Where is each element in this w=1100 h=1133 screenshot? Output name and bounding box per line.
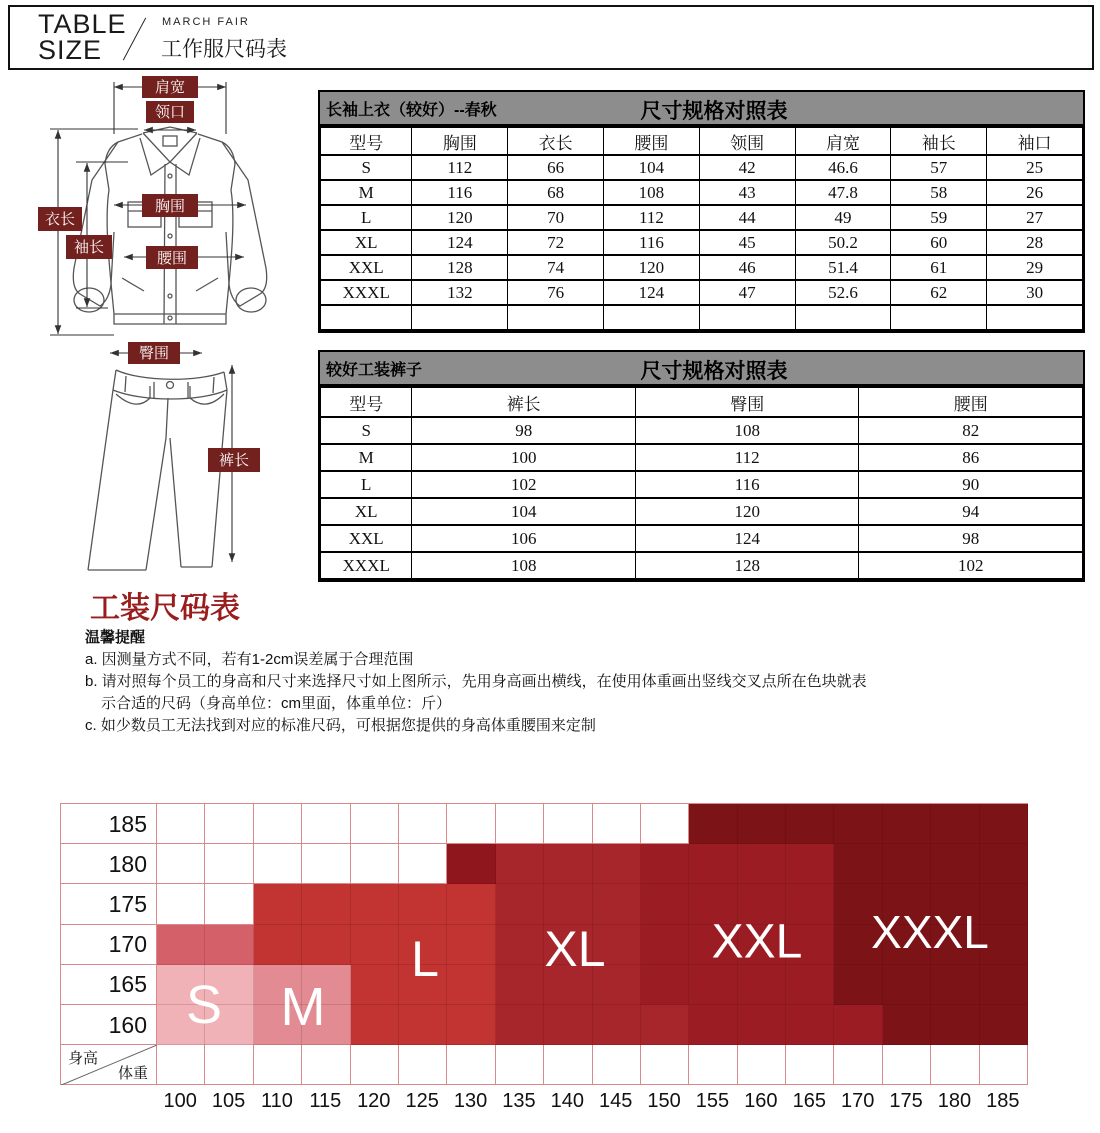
label-waist: 腰围: [156, 250, 188, 267]
chart-cell-L: [447, 1005, 495, 1045]
chart-cell-XXXL: [834, 804, 882, 844]
table-cell: 86: [859, 444, 1083, 471]
chart-cell-XL: [496, 965, 544, 1005]
table-cell: 46: [699, 255, 795, 280]
chart-cell-XXXL: [786, 804, 834, 844]
chart-cell-empty: [351, 804, 399, 844]
table-cell: 102: [412, 471, 636, 498]
chart-cell-XXL: [689, 1005, 737, 1045]
table-cell: [987, 305, 1083, 330]
chart-cell-L: [447, 884, 495, 924]
reminder-item: a. 因测量方式不同，若有1-2cm误差属于合理范围: [85, 651, 414, 668]
chart-cell-XXXL: [980, 804, 1028, 844]
chart-cell-XXXL: [883, 965, 931, 1005]
x-axis-tick: 115: [309, 1090, 342, 1113]
label-hip: 臀围: [138, 345, 170, 362]
chart-cell-L: [351, 925, 399, 965]
table-cell: 112: [604, 205, 700, 230]
chart-cell-S/M overlap: [157, 925, 205, 965]
reminder-item: c. 如少数员工无法找到对应的标准尺码，可根据您提供的身高体重腰围来定制: [85, 717, 596, 734]
table-cell: 120: [635, 498, 859, 525]
chart-cell-XXL: [786, 844, 834, 884]
chart-cell-L: [399, 884, 447, 924]
table-cell: 72: [508, 230, 604, 255]
brand-name: MARCH FAIR: [162, 16, 250, 28]
x-axis-tick: 125: [405, 1090, 439, 1113]
chart-cell-empty: [157, 1045, 205, 1085]
table-cell: 66: [508, 155, 604, 180]
table-cell: 47: [699, 280, 795, 305]
label-collar: 领口: [154, 104, 186, 121]
x-axis-tick: 120: [357, 1090, 391, 1113]
chart-cell-L: [302, 925, 350, 965]
chart-cell-L: [254, 884, 302, 924]
y-axis-tick: 175: [61, 884, 157, 924]
chart-cell-XL: [496, 884, 544, 924]
chart-cell-empty: [399, 804, 447, 844]
chart-cell-XL: [593, 884, 641, 924]
pants-size-table: [318, 350, 1085, 582]
table-cell: 肩宽: [795, 127, 891, 155]
table-cell: 型号: [321, 127, 412, 155]
chart-cell-empty: [980, 1045, 1028, 1085]
table-cell: 50.2: [795, 230, 891, 255]
y-axis-tick: 170: [61, 925, 157, 965]
x-axis-tick: 180: [937, 1090, 972, 1113]
table-cell: 108: [635, 417, 859, 444]
chart-cell-empty: [786, 1045, 834, 1085]
chart-cell-empty: [883, 1045, 931, 1085]
chart-cell-XL dark edge: [447, 844, 495, 884]
jacket-table-grid: [320, 126, 1083, 331]
chart-cell-XXL: [834, 1005, 882, 1045]
table-cell: [604, 305, 700, 330]
chart-cell-empty: [205, 1045, 253, 1085]
reminder-item: b. 请对照每个员工的身高和尺寸来选择尺寸如上图所示，先用身高画出横线，在使用体重画出竖线交叉点所在色块就表: [85, 673, 867, 690]
table-cell: 112: [412, 155, 508, 180]
table-cell: [795, 305, 891, 330]
jacket-table-title: 长袖上衣（较好）--春秋: [326, 102, 497, 119]
table-cell: XL: [321, 498, 412, 525]
x-axis-tick: 135: [502, 1090, 536, 1113]
pants-table-grid: [320, 386, 1083, 580]
chart-cell-XXL: [641, 884, 689, 924]
chart-cell-empty: [302, 1045, 350, 1085]
chart-cell-XL: [593, 1005, 641, 1045]
size-region-label-XXL: XXL: [711, 915, 803, 969]
table-cell: XL: [321, 230, 412, 255]
table-cell: 28: [987, 230, 1083, 255]
table-cell: 60: [891, 230, 987, 255]
chart-cell-empty: [254, 1045, 302, 1085]
chart-cell-empty: [254, 804, 302, 844]
x-axis-tick: 185: [986, 1090, 1020, 1113]
table-cell: 68: [508, 180, 604, 205]
chart-cell-empty: [205, 844, 253, 884]
table-cell: 45: [699, 230, 795, 255]
chart-cell-XXL: [738, 1005, 786, 1045]
chart-cell-empty: [205, 884, 253, 924]
chart-cell-empty: [593, 804, 641, 844]
table-cell: 27: [987, 205, 1083, 230]
table-cell: 43: [699, 180, 795, 205]
table-cell: 116: [635, 471, 859, 498]
table-cell: 臀围: [635, 387, 859, 417]
reminder-title: 温馨提醒: [85, 629, 146, 646]
table-cell: 衣长: [508, 127, 604, 155]
chart-cell-XXL: [738, 965, 786, 1005]
chart-cell-XXXL: [834, 965, 882, 1005]
table-cell: 61: [891, 255, 987, 280]
x-axis-tick: 130: [453, 1090, 488, 1113]
table-cell: 裤长: [412, 387, 636, 417]
chart-cell-XXXL: [980, 1005, 1028, 1045]
axis-corner-cell: [61, 1045, 157, 1085]
table-cell: 型号: [321, 387, 412, 417]
table-cell: 104: [412, 498, 636, 525]
chart-cell-empty: [641, 1045, 689, 1085]
chart-cell-empty: [544, 804, 592, 844]
chart-cell-XL: [496, 925, 544, 965]
chart-cell-empty: [205, 804, 253, 844]
chart-cell-L: [399, 1005, 447, 1045]
table-cell: M: [321, 444, 412, 471]
chart-cell-XL: [496, 1005, 544, 1045]
table-cell: 袖长: [891, 127, 987, 155]
x-axis-tick: 170: [840, 1090, 875, 1113]
chart-cell-L: [447, 965, 495, 1005]
table-cell: 76: [508, 280, 604, 305]
chart-cell-XXXL: [980, 965, 1028, 1005]
table-cell: 47.8: [795, 180, 891, 205]
table-cell: L: [321, 471, 412, 498]
chart-cell-empty: [641, 804, 689, 844]
table-cell: 52.6: [795, 280, 891, 305]
x-axis-tick: 105: [211, 1090, 246, 1113]
size-region-label-XXXL: XXXL: [871, 906, 989, 958]
table-cell: [508, 305, 604, 330]
label-pants-length: 裤长: [218, 452, 250, 469]
y-axis-tick: 185: [61, 804, 157, 844]
logo-line1: TABLE: [38, 9, 127, 39]
chart-cell-XXXL: [883, 844, 931, 884]
reminder-items: [85, 649, 1065, 737]
table-cell: 42: [699, 155, 795, 180]
table-cell: 132: [412, 280, 508, 305]
x-axis-tick: 155: [695, 1090, 730, 1113]
header: [8, 5, 1094, 70]
chart-cell-empty: [689, 1045, 737, 1085]
chart-cell-empty: [931, 1045, 979, 1085]
chart-cell-empty: [399, 844, 447, 884]
table-cell: 108: [412, 552, 636, 579]
table-cell: S: [321, 155, 412, 180]
table-cell: 106: [412, 525, 636, 552]
table-cell: [321, 305, 412, 330]
table-cell: 116: [604, 230, 700, 255]
table-cell: 104: [604, 155, 700, 180]
table-cell: 26: [987, 180, 1083, 205]
chart-cell-empty: [447, 1045, 495, 1085]
table-cell: 98: [412, 417, 636, 444]
table-cell: S: [321, 417, 412, 444]
table-cell: XXXL: [321, 280, 412, 305]
pants-table-subtitle: 尺寸规格对照表: [640, 360, 788, 383]
chart-cell-empty: [254, 844, 302, 884]
jacket-measurement-diagram: [30, 72, 315, 350]
chart-cell-XXXL: [931, 804, 979, 844]
table-cell: 70: [508, 205, 604, 230]
page-title: 工作服尺码表: [161, 38, 287, 61]
label-garment-length: 衣长: [44, 211, 76, 228]
chart-cell-XXXL: [883, 804, 931, 844]
table-cell: 94: [859, 498, 1083, 525]
table-cell: [891, 305, 987, 330]
table-cell: 128: [412, 255, 508, 280]
table-cell: XXL: [321, 525, 412, 552]
size-region-label-S: S: [185, 975, 223, 1035]
table-cell: 58: [891, 180, 987, 205]
chart-cell-XXXL: [738, 804, 786, 844]
chart-cell-XXL: [641, 925, 689, 965]
table-cell: XXXL: [321, 552, 412, 579]
table-cell: 62: [891, 280, 987, 305]
table-cell: 98: [859, 525, 1083, 552]
chart-cell-empty: [157, 884, 205, 924]
table-cell: 74: [508, 255, 604, 280]
table-cell: 124: [604, 280, 700, 305]
chart-cell-empty: [447, 804, 495, 844]
chart-cell-empty: [544, 1045, 592, 1085]
pants-outline: [88, 370, 227, 570]
chart-cell-XL: [641, 1005, 689, 1045]
chart-cell-XXL: [738, 844, 786, 884]
logo-table-size: [38, 11, 127, 63]
chart-cell-empty: [157, 844, 205, 884]
table-cell: 59: [891, 205, 987, 230]
table-cell: 29: [987, 255, 1083, 280]
chart-cell-XXL: [786, 965, 834, 1005]
size-selection-chart: [60, 798, 1060, 1128]
chart-cell-XL: [593, 844, 641, 884]
chart-cell-XXL: [786, 1005, 834, 1045]
chart-cell-XXXL: [931, 844, 979, 884]
pants-labels: [128, 342, 260, 472]
table-cell: M: [321, 180, 412, 205]
y-axis-tick: 165: [61, 965, 157, 1005]
table-cell: 腰围: [604, 127, 700, 155]
table-cell: 领围: [699, 127, 795, 155]
table-cell: 胸围: [412, 127, 508, 155]
chart-cell-XXXL: [980, 844, 1028, 884]
table-cell: 44: [699, 205, 795, 230]
chart-cell-XXXL: [883, 1005, 931, 1045]
table-cell: 49: [795, 205, 891, 230]
table-cell: 128: [635, 552, 859, 579]
size-region-label-M: M: [280, 977, 326, 1037]
jacket-table-subtitle: 尺寸规格对照表: [640, 100, 788, 123]
table-cell: 112: [635, 444, 859, 471]
reminder-notes: [85, 627, 1065, 737]
jacket-table-header-band: [320, 92, 1083, 126]
jacket-size-table: [318, 90, 1085, 333]
chart-cell-L: [351, 1005, 399, 1045]
chart-cell-XXXL: [931, 965, 979, 1005]
table-cell: 30: [987, 280, 1083, 305]
table-cell: L: [321, 205, 412, 230]
chart-cell-empty: [157, 804, 205, 844]
chart-cell-XXL: [689, 965, 737, 1005]
chart-cell-XXXL: [931, 1005, 979, 1045]
table-cell: 57: [891, 155, 987, 180]
chart-cell-XL: [544, 844, 592, 884]
x-axis-tick: 175: [889, 1090, 923, 1113]
x-axis-tick: 160: [744, 1090, 778, 1113]
y-axis-tick: 160: [61, 1005, 157, 1045]
chart-cell-empty: [834, 1045, 882, 1085]
pants-measurement-diagram: [60, 340, 310, 588]
table-cell: 120: [412, 205, 508, 230]
chart-cell-empty: [351, 844, 399, 884]
x-axis-label: 体重: [117, 1065, 148, 1083]
table-cell: 120: [604, 255, 700, 280]
table-cell: 82: [859, 417, 1083, 444]
chart-cell-XL: [544, 884, 592, 924]
table-cell: 100: [412, 444, 636, 471]
jacket-outline: [73, 127, 267, 324]
chart-cell-empty: [302, 804, 350, 844]
chart-cell-empty: [593, 1045, 641, 1085]
table-cell: 46.6: [795, 155, 891, 180]
table-cell: 90: [859, 471, 1083, 498]
chart-cell-empty: [399, 1045, 447, 1085]
size-region-label-XL: XL: [544, 921, 606, 977]
x-axis-ticks: [156, 1090, 1027, 1113]
table-cell: 124: [635, 525, 859, 552]
jacket-labels: [38, 76, 198, 269]
chart-cell-XXL: [641, 965, 689, 1005]
label-chest: 胸围: [154, 198, 186, 215]
x-axis-tick: 150: [647, 1090, 681, 1113]
chart-cell-XL: [496, 844, 544, 884]
table-cell: 108: [604, 180, 700, 205]
chart-cell-empty: [496, 804, 544, 844]
chart-cell-L: [351, 965, 399, 1005]
chart-cell-XL: [544, 1005, 592, 1045]
chart-cell-L: [302, 884, 350, 924]
pants-table-header-band: [320, 352, 1083, 386]
x-axis-tick: 140: [550, 1090, 584, 1113]
chart-cell-XXL: [689, 844, 737, 884]
x-axis-tick: 145: [599, 1090, 633, 1113]
section-title: 工装尺码表: [90, 592, 240, 625]
table-cell: [412, 305, 508, 330]
chart-cell-L: [254, 925, 302, 965]
chart-cell-empty: [496, 1045, 544, 1085]
chart-cell-empty: [302, 844, 350, 884]
label-shoulder-width: 肩宽: [154, 79, 186, 96]
table-cell: 腰围: [859, 387, 1083, 417]
chart-cell-XXXL: [834, 844, 882, 884]
chart-cell-L: [351, 884, 399, 924]
chart-cell-empty: [351, 1045, 399, 1085]
x-axis-tick: 165: [792, 1090, 826, 1113]
table-cell: 袖口: [987, 127, 1083, 155]
table-cell: 25: [987, 155, 1083, 180]
size-region-label-L: L: [411, 931, 439, 987]
x-axis-tick: 100: [163, 1090, 197, 1113]
table-cell: 116: [412, 180, 508, 205]
reminder-item: 示合适的尺码（身高单位：cm里面，体重单位：斤）: [101, 695, 451, 712]
table-cell: 124: [412, 230, 508, 255]
chart-cell-XXL: [641, 844, 689, 884]
logo-line2: SIZE: [38, 35, 103, 65]
pants-table-title: 较好工装裤子: [326, 362, 423, 379]
table-cell: 51.4: [795, 255, 891, 280]
x-axis-tick: 110: [261, 1090, 293, 1113]
label-sleeve-length: 袖长: [73, 239, 105, 256]
table-cell: [699, 305, 795, 330]
chart-cell-L: [447, 925, 495, 965]
chart-cell-S/M overlap: [205, 925, 253, 965]
y-axis-label: 身高: [68, 1050, 99, 1068]
table-cell: 102: [859, 552, 1083, 579]
y-axis-tick: 180: [61, 844, 157, 884]
table-cell: XXL: [321, 255, 412, 280]
chart-cell-empty: [738, 1045, 786, 1085]
chart-cell-XXXL: [689, 804, 737, 844]
